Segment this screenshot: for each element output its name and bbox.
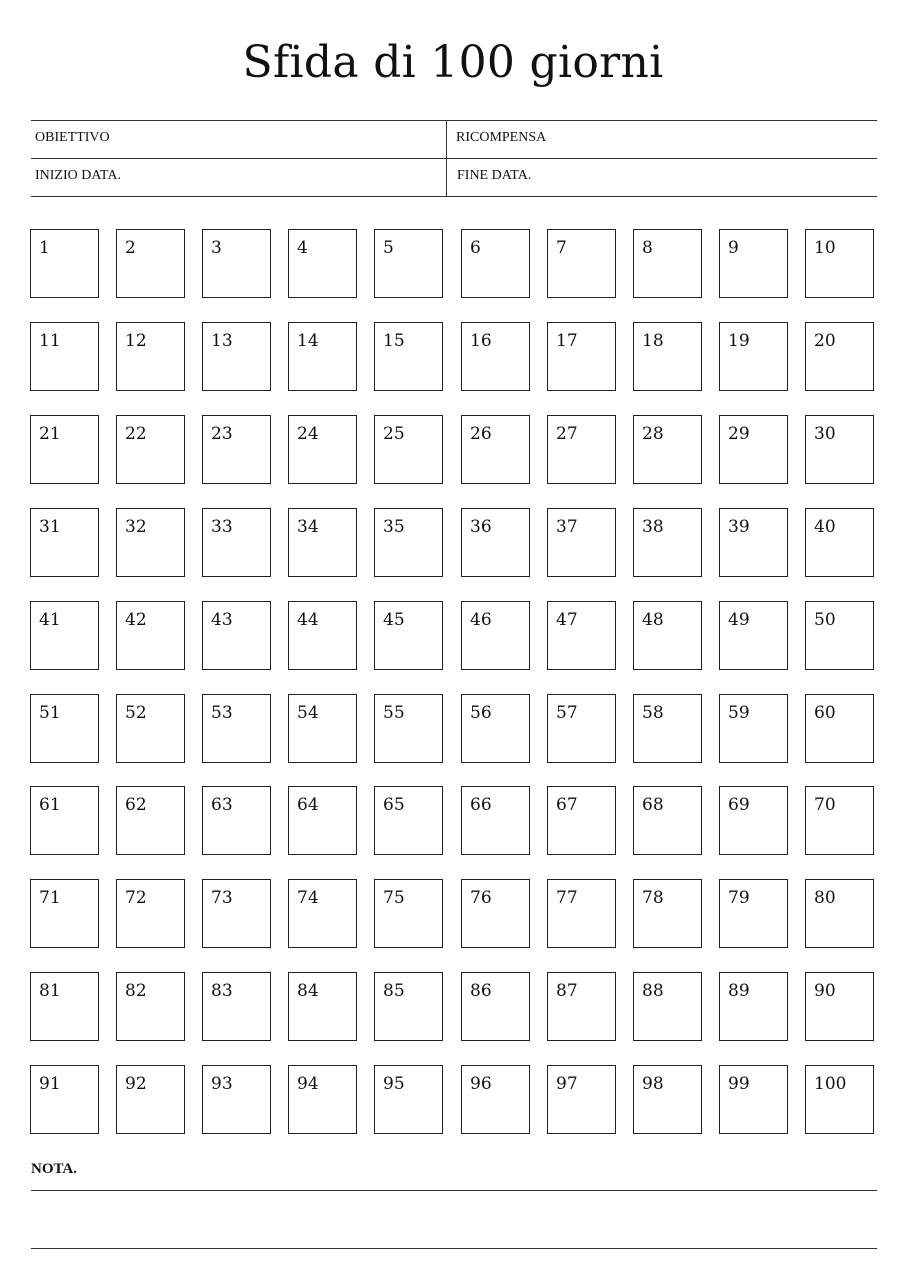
day-number: 62 — [125, 795, 147, 815]
day-number: 12 — [125, 331, 147, 351]
end-date-field-label: FINE DATA. — [457, 168, 532, 183]
day-number: 99 — [728, 1074, 750, 1094]
day-number: 3 — [211, 238, 222, 258]
day-box[interactable] — [461, 601, 530, 670]
day-box[interactable] — [288, 415, 357, 484]
day-box[interactable] — [30, 694, 99, 763]
day-number: 67 — [556, 795, 578, 815]
day-number: 95 — [383, 1074, 405, 1094]
day-box[interactable] — [374, 786, 443, 855]
day-number: 100 — [814, 1074, 847, 1094]
day-number: 70 — [814, 795, 836, 815]
reward-field-label: RICOMPENSA — [456, 130, 547, 145]
day-box[interactable] — [633, 508, 702, 577]
day-number: 50 — [814, 610, 836, 630]
day-box[interactable] — [116, 1065, 185, 1134]
day-box[interactable] — [461, 322, 530, 391]
day-number: 33 — [211, 517, 233, 537]
day-number: 57 — [556, 703, 578, 723]
day-number: 52 — [125, 703, 147, 723]
day-number: 83 — [211, 981, 233, 1001]
info-table — [31, 120, 877, 197]
day-number: 89 — [728, 981, 750, 1001]
day-number: 63 — [211, 795, 233, 815]
day-number: 85 — [383, 981, 405, 1001]
day-number: 28 — [642, 424, 664, 444]
day-number: 41 — [39, 610, 61, 630]
day-number: 94 — [297, 1074, 319, 1094]
day-box[interactable] — [116, 786, 185, 855]
day-number: 64 — [297, 795, 319, 815]
day-box[interactable] — [805, 508, 874, 577]
day-number: 15 — [383, 331, 405, 351]
day-box[interactable] — [461, 879, 530, 948]
day-box[interactable] — [116, 972, 185, 1041]
day-box[interactable] — [719, 322, 788, 391]
day-box[interactable] — [30, 322, 99, 391]
day-number: 61 — [39, 795, 61, 815]
day-number: 6 — [470, 238, 481, 258]
day-number: 46 — [470, 610, 492, 630]
day-number: 98 — [642, 1074, 664, 1094]
day-box[interactable] — [547, 694, 616, 763]
day-box[interactable] — [288, 601, 357, 670]
day-box[interactable] — [288, 322, 357, 391]
day-number: 71 — [39, 888, 61, 908]
day-number: 77 — [556, 888, 578, 908]
day-number: 1 — [39, 238, 50, 258]
day-number: 72 — [125, 888, 147, 908]
day-box[interactable] — [547, 972, 616, 1041]
day-box[interactable] — [30, 601, 99, 670]
day-box[interactable] — [30, 786, 99, 855]
day-box[interactable] — [116, 601, 185, 670]
day-number: 92 — [125, 1074, 147, 1094]
day-box[interactable] — [461, 229, 530, 298]
day-number: 90 — [814, 981, 836, 1001]
start-date-field-label: INIZIO DATA. — [35, 168, 121, 183]
day-box[interactable] — [202, 229, 271, 298]
day-number: 69 — [728, 795, 750, 815]
day-number: 44 — [297, 610, 319, 630]
day-number: 11 — [39, 331, 61, 351]
day-number: 48 — [642, 610, 664, 630]
day-box[interactable] — [547, 879, 616, 948]
notes-line[interactable] — [31, 1248, 877, 1249]
day-number: 14 — [297, 331, 319, 351]
notes-label: NOTA. — [31, 1161, 77, 1177]
day-box[interactable] — [202, 508, 271, 577]
day-box[interactable] — [374, 601, 443, 670]
day-box[interactable] — [719, 229, 788, 298]
day-number: 88 — [642, 981, 664, 1001]
day-box[interactable] — [719, 601, 788, 670]
day-number: 65 — [383, 795, 405, 815]
day-box[interactable] — [805, 1065, 874, 1134]
day-box[interactable] — [461, 1065, 530, 1134]
day-box[interactable] — [116, 879, 185, 948]
day-number: 2 — [125, 238, 136, 258]
day-number: 37 — [556, 517, 578, 537]
day-number: 30 — [814, 424, 836, 444]
day-number: 31 — [39, 517, 61, 537]
day-box[interactable] — [805, 601, 874, 670]
day-number: 23 — [211, 424, 233, 444]
day-number: 54 — [297, 703, 319, 723]
day-box[interactable] — [461, 972, 530, 1041]
day-number: 8 — [642, 238, 653, 258]
day-box[interactable] — [30, 1065, 99, 1134]
day-number: 81 — [39, 981, 61, 1001]
day-box[interactable] — [719, 415, 788, 484]
day-number: 47 — [556, 610, 578, 630]
day-box[interactable] — [374, 879, 443, 948]
day-number: 4 — [297, 238, 308, 258]
day-box[interactable] — [30, 415, 99, 484]
day-box[interactable] — [116, 694, 185, 763]
day-box[interactable] — [202, 694, 271, 763]
day-box[interactable] — [805, 972, 874, 1041]
notes-line[interactable] — [31, 1190, 877, 1191]
day-number: 40 — [814, 517, 836, 537]
day-number: 42 — [125, 610, 147, 630]
day-number: 21 — [39, 424, 61, 444]
day-box[interactable] — [461, 415, 530, 484]
day-number: 36 — [470, 517, 492, 537]
day-box[interactable] — [633, 1065, 702, 1134]
day-number: 80 — [814, 888, 836, 908]
info-table-column-divider — [446, 121, 447, 196]
day-number: 24 — [297, 424, 319, 444]
day-number: 74 — [297, 888, 319, 908]
day-box[interactable] — [547, 1065, 616, 1134]
day-box[interactable] — [805, 694, 874, 763]
day-box[interactable] — [374, 415, 443, 484]
day-box[interactable] — [719, 972, 788, 1041]
day-number: 26 — [470, 424, 492, 444]
day-number: 35 — [383, 517, 405, 537]
day-number: 13 — [211, 331, 233, 351]
day-number: 78 — [642, 888, 664, 908]
day-box[interactable] — [202, 601, 271, 670]
day-number: 10 — [814, 238, 836, 258]
day-box[interactable] — [805, 786, 874, 855]
day-box[interactable] — [633, 229, 702, 298]
day-number: 22 — [125, 424, 147, 444]
day-number: 27 — [556, 424, 578, 444]
day-number: 91 — [39, 1074, 61, 1094]
day-box[interactable] — [288, 229, 357, 298]
day-box[interactable] — [547, 508, 616, 577]
day-number: 39 — [728, 517, 750, 537]
day-number: 29 — [728, 424, 750, 444]
day-number: 45 — [383, 610, 405, 630]
day-box[interactable] — [719, 786, 788, 855]
page-title: Sfida di 100 giorni — [242, 37, 664, 88]
day-box[interactable] — [547, 229, 616, 298]
day-box[interactable] — [202, 415, 271, 484]
day-number: 25 — [383, 424, 405, 444]
day-number: 49 — [728, 610, 750, 630]
day-box[interactable] — [633, 786, 702, 855]
day-box[interactable] — [805, 415, 874, 484]
day-box[interactable] — [116, 322, 185, 391]
day-number: 87 — [556, 981, 578, 1001]
day-box[interactable] — [633, 879, 702, 948]
day-number: 51 — [39, 703, 61, 723]
day-number: 82 — [125, 981, 147, 1001]
day-number: 66 — [470, 795, 492, 815]
day-number: 19 — [728, 331, 750, 351]
day-number: 75 — [383, 888, 405, 908]
day-box[interactable] — [374, 694, 443, 763]
day-box[interactable] — [116, 229, 185, 298]
day-number: 68 — [642, 795, 664, 815]
day-number: 93 — [211, 1074, 233, 1094]
day-box[interactable] — [805, 322, 874, 391]
day-box[interactable] — [288, 786, 357, 855]
day-number: 53 — [211, 703, 233, 723]
day-box[interactable] — [202, 879, 271, 948]
day-number: 20 — [814, 331, 836, 351]
day-box[interactable] — [805, 229, 874, 298]
day-box[interactable] — [633, 694, 702, 763]
day-box[interactable] — [374, 229, 443, 298]
day-box[interactable] — [805, 879, 874, 948]
day-box[interactable] — [547, 415, 616, 484]
day-box[interactable] — [461, 786, 530, 855]
day-number: 5 — [383, 238, 394, 258]
day-box[interactable] — [30, 229, 99, 298]
day-box[interactable] — [719, 508, 788, 577]
day-number: 60 — [814, 703, 836, 723]
day-box[interactable] — [116, 508, 185, 577]
info-table-divider — [31, 158, 877, 159]
day-number: 18 — [642, 331, 664, 351]
day-number: 79 — [728, 888, 750, 908]
day-number: 38 — [642, 517, 664, 537]
day-box[interactable] — [633, 415, 702, 484]
day-box[interactable] — [547, 322, 616, 391]
day-box[interactable] — [288, 879, 357, 948]
day-number: 16 — [470, 331, 492, 351]
day-box[interactable] — [633, 322, 702, 391]
day-number: 32 — [125, 517, 147, 537]
day-number: 86 — [470, 981, 492, 1001]
day-number: 58 — [642, 703, 664, 723]
day-number: 84 — [297, 981, 319, 1001]
day-box[interactable] — [30, 879, 99, 948]
day-box[interactable] — [719, 1065, 788, 1134]
day-number: 34 — [297, 517, 319, 537]
day-number: 43 — [211, 610, 233, 630]
day-box[interactable] — [116, 415, 185, 484]
day-number: 7 — [556, 238, 567, 258]
day-number: 73 — [211, 888, 233, 908]
day-number: 56 — [470, 703, 492, 723]
day-box[interactable] — [202, 322, 271, 391]
day-box[interactable] — [547, 601, 616, 670]
day-box[interactable] — [633, 601, 702, 670]
day-number: 17 — [556, 331, 578, 351]
day-number: 55 — [383, 703, 405, 723]
day-box[interactable] — [633, 972, 702, 1041]
day-number: 97 — [556, 1074, 578, 1094]
goal-field-label: OBIETTIVO — [35, 130, 110, 145]
day-box[interactable] — [288, 694, 357, 763]
day-box[interactable] — [374, 1065, 443, 1134]
day-box[interactable] — [30, 508, 99, 577]
day-box[interactable] — [288, 508, 357, 577]
day-box[interactable] — [461, 508, 530, 577]
day-number: 76 — [470, 888, 492, 908]
day-box[interactable] — [202, 972, 271, 1041]
day-box[interactable] — [288, 1065, 357, 1134]
day-box[interactable] — [461, 694, 530, 763]
day-number: 9 — [728, 238, 739, 258]
day-box[interactable] — [719, 879, 788, 948]
day-box[interactable] — [547, 786, 616, 855]
day-number: 96 — [470, 1074, 492, 1094]
day-box[interactable] — [202, 786, 271, 855]
day-number: 59 — [728, 703, 750, 723]
day-box[interactable] — [374, 508, 443, 577]
day-box[interactable] — [288, 972, 357, 1041]
day-box[interactable] — [30, 972, 99, 1041]
day-box[interactable] — [374, 322, 443, 391]
day-box[interactable] — [202, 1065, 271, 1134]
day-box[interactable] — [719, 694, 788, 763]
day-box[interactable] — [374, 972, 443, 1041]
